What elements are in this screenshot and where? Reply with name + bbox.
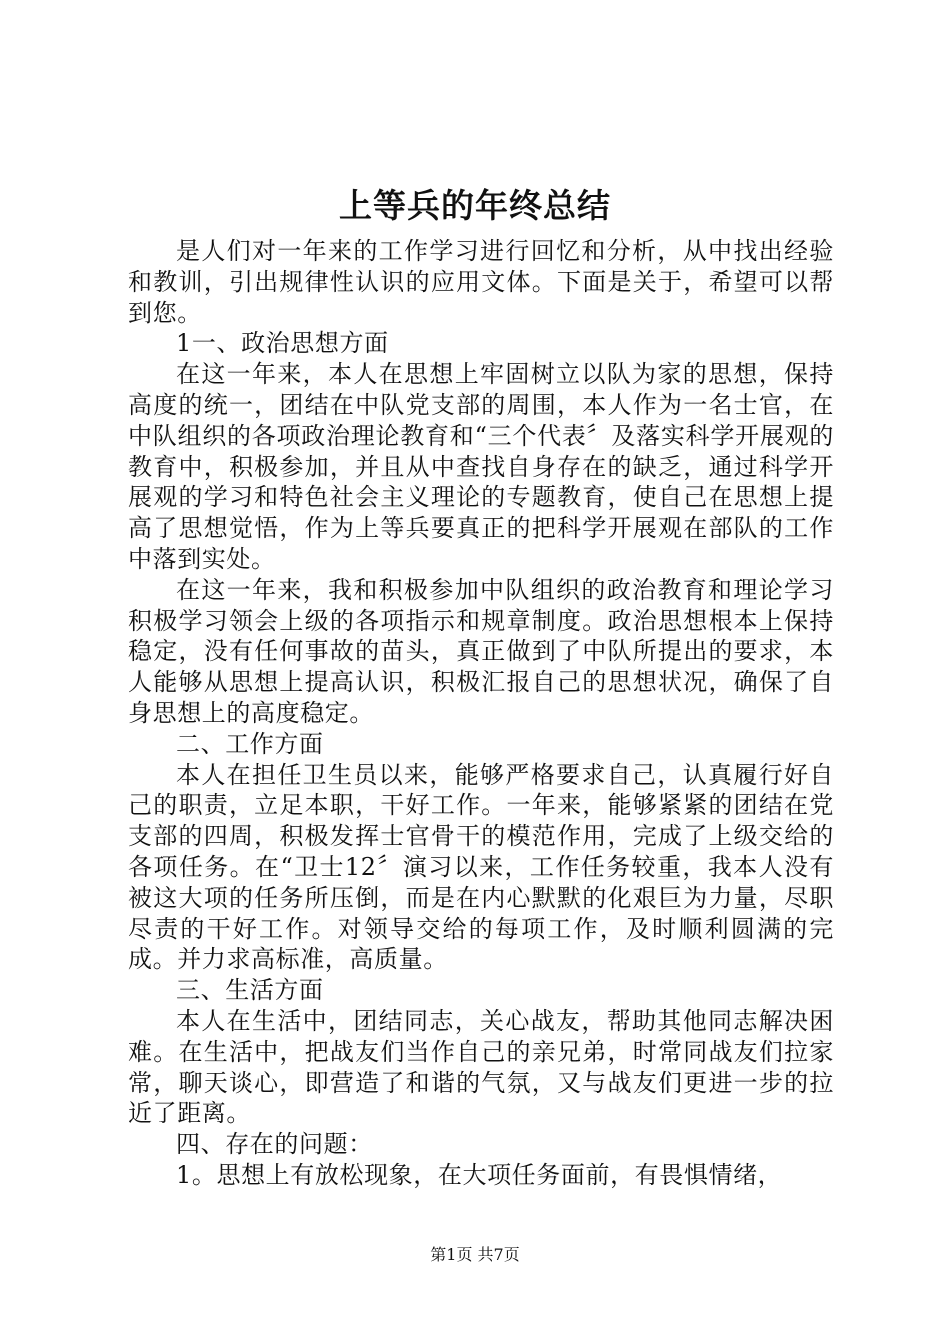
section-heading-life: 三、生活方面: [176, 976, 324, 1005]
section-heading-problems: 四、存在的问题：: [176, 1130, 373, 1159]
document-title: 上等兵的年终总结: [339, 186, 611, 225]
life-paragraph: 本人在生活中，团结同志，关心战友，帮助其他同志解决困难。在生活中，把战友们当作自己的亲兄弟，时常同战友们拉家常，聊天谈心，即营造了和谐的气氛，又与战友们更进一步的拉近了距离。: [128, 1006, 834, 1128]
politics-paragraph-2: 在这一年来，我和积极参加中队组织的政治教育和理论学习积极学习领会上级的各项指示和规章制度。政治思想根本上保持稳定，没有任何事故的苗头，真正做到了中队所提出的要求，本人能够从思想上提高认识，积极汇报自己的思想状况，确保了自身思想上的高度稳定。: [128, 575, 834, 727]
intro-paragraph: 是人们对一年来的工作学习进行回忆和分析，从中找出经验和教训，引出规律性认识的应用文体。下面是关于，希望可以帮到您。: [128, 237, 834, 327]
section-heading-work: 二、工作方面: [176, 729, 324, 758]
page-footer: 第1页 共7页: [430, 1245, 520, 1264]
work-paragraph: 本人在担任卫生员以来，能够严格要求自己，认真履行好自己的职责，立足本职，干好工作。一年来，能够紧紧的团结在党支部的四周，积极发挥士官骨干的模范作用，完成了上级交给的各项任务。在“卫士12〞演习以来，工作任务较重，我本人没有被这大项的任务所压倒，而是在内心默默的化艰巨为力量，尽职尽责的干好工作。对领导交给的每项工作，及时顺利圆满的完成。并力求高标准，高质量。: [128, 760, 834, 974]
section-heading-politics: 1一、政治思想方面: [176, 329, 389, 358]
politics-paragraph-1: 在这一年来，本人在思想上牢固树立以队为家的思想，保持高度的统一，团结在中队党支部的周围，本人作为一名士官，在中队组织的各项政治理论教育和“三个代表〞及落实科学开展观的教育中，积极参加，并且从中查找自身存在的缺乏，通过科学开展观的学习和特色社会主义理论的专题教育，使自己在思想上提高了思想觉悟，作为上等兵要真正的把科学开展观在部队的工作中落到实处。: [128, 360, 834, 573]
problem-item-1: 1。思想上有放松现象，在大项任务面前，有畏惧情绪，: [176, 1160, 783, 1189]
document-body: [128, 236, 834, 1191]
